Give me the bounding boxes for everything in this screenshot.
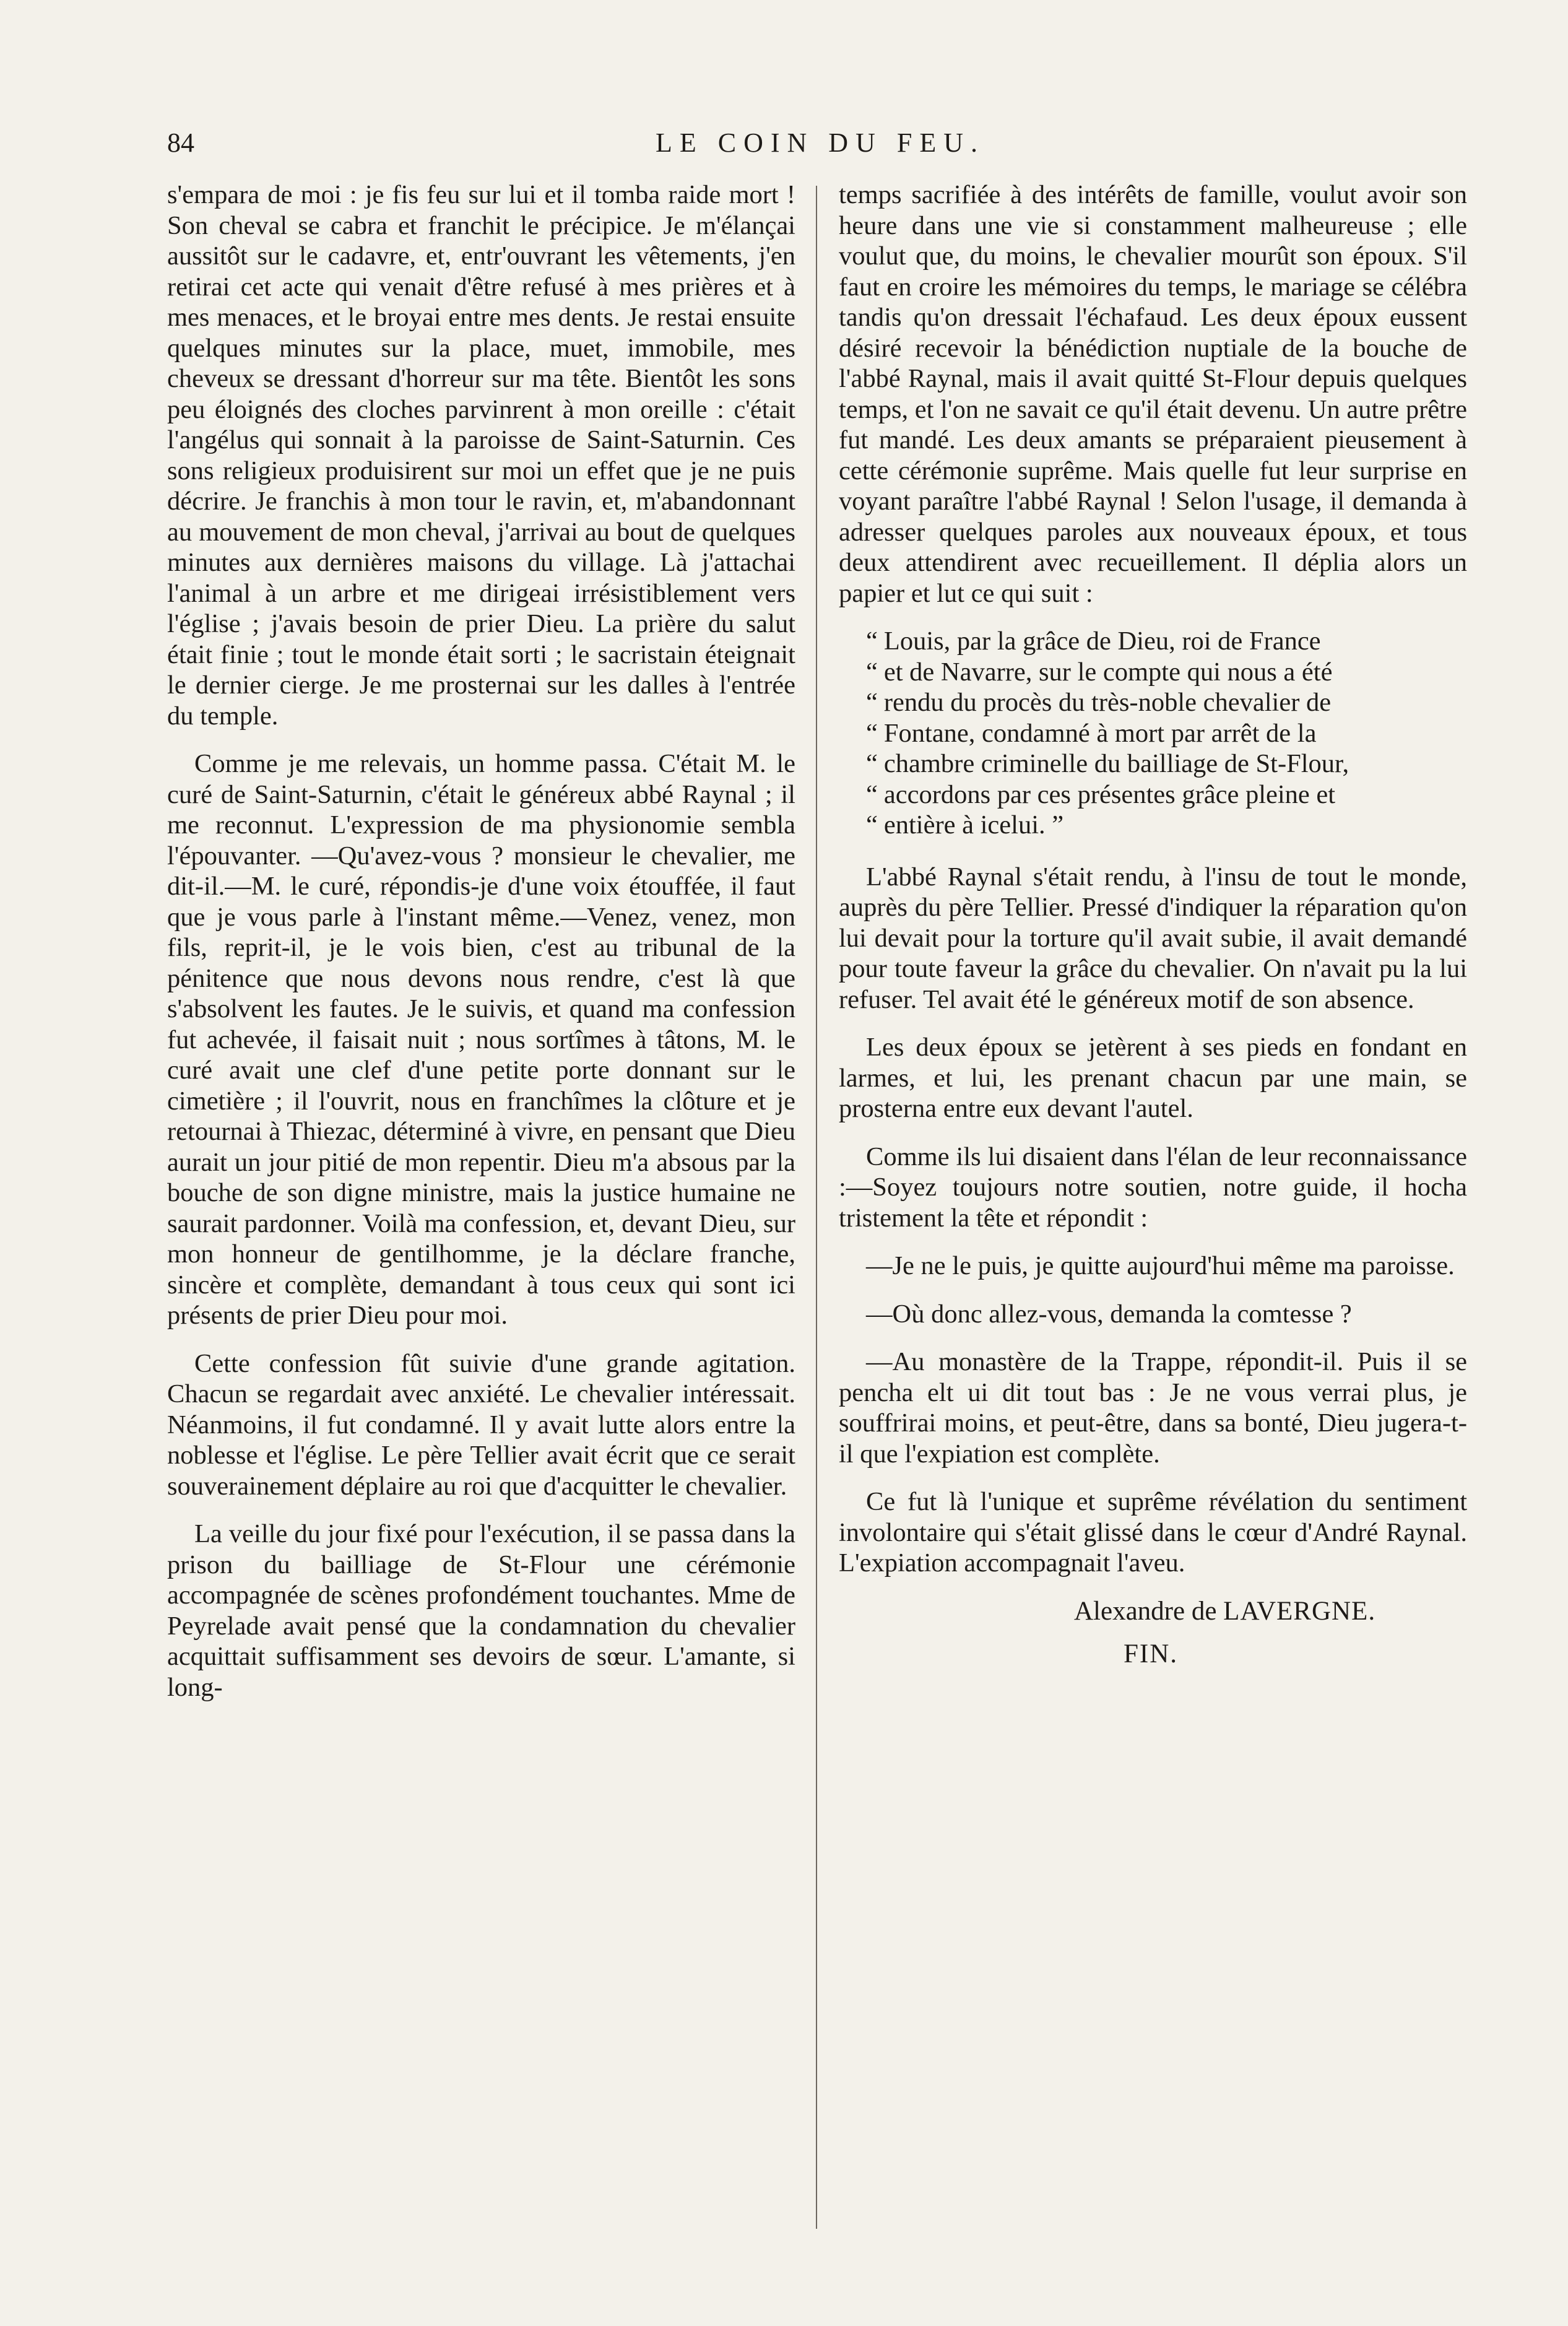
paragraph: —Au monastère de la Trappe, répondit-il. Puis il se pencha elt ui dit tout bas : Je ne vous verrai plus, je souffrirai moins, et peut-être, dans sa bonté, Dieu jugera-t-il que l'expiation est complète. [839, 1347, 1467, 1469]
decree-line: “ rendu du procès du très-noble chevalier de [866, 688, 1332, 717]
paragraph: La veille du jour fixé pour l'exécution, il se passa dans la prison du bailliage de St-Flour une cérémonie accompagnée de scènes profondément touchantes. Mme de Peyrelade avait pensé que la condamnation du chevalier acquittait suffisamment ses devoirs de sœur. L'amante, si long- [167, 1519, 795, 1702]
royal-decree-quote [866, 626, 1467, 841]
decree-line: “ et de Navarre, sur le compte qui nous a été [866, 657, 1333, 687]
paragraph: —Où donc allez-vous, demanda la comtesse ? [866, 1299, 1352, 1329]
decree-line: “ chambre criminelle du bailliage de St-Flour, [866, 749, 1349, 778]
decree-line: “ Fontane, condamné à mort par arrêt de la [866, 718, 1317, 748]
paragraph: Comme ils lui disaient dans l'élan de leur reconnaissance :—Soyez toujours notre soutien, notre guide, il hocha tristement la tête et répondit : [839, 1142, 1467, 1233]
column-divider [816, 186, 817, 2229]
paragraph: —Je ne le puis, je quitte aujourd'hui même ma paroisse. [866, 1251, 1455, 1280]
decree-line: “ entière à icelui. ” [866, 810, 1064, 840]
left-column [167, 180, 795, 1720]
paragraph: temps sacrifiée à des intérêts de famille, voulut avoir son heure dans une vie si constamment malheureuse ; elle voulut que, du moins, le chevalier mourût son époux. S'il faut en croire les mémoires du temps, le mariage se célébra tandis qu'on dressait l'échafaud. Les deux époux eussent désiré recevoir la bénédiction nuptiale de la bouche de l'abbé Raynal, mais il avait quitté St-Flour depuis quelques temps, et l'on ne savait ce qu'il était devenu. Un autre prêtre fut mandé. Les deux amants se préparaient pieusement à cette cérémonie suprême. Mais quelle fut leur surprise en voyant paraître l'abbé Raynal ! Selon l'usage, il demanda à adresser quelques paroles aux nouveaux époux, et tous deux attendirent avec recueillement. Il déplia alors un papier et lut ce qui suit : [839, 180, 1467, 608]
end-mark: FIN. [1124, 1639, 1179, 1669]
decree-line: “ Louis, par la grâce de Dieu, roi de France [866, 627, 1321, 656]
paragraph: Ce fut là l'unique et suprême révélation du sentiment involontaire qui s'était glissé dans le cœur d'André Raynal. L'expiation accompagnait l'aveu. [839, 1487, 1467, 1577]
decree-line: “ accordons par ces présentes grâce pleine et [866, 779, 1336, 809]
paragraph: Comme je me relevais, un homme passa. C'était M. le curé de Saint-Saturnin, c'était le généreux abbé Raynal ; il me reconnut. L'expression de ma physionomie sembla l'épouvanter. —Qu'avez-vous ? monsieur le chevalier, me dit-il.—M. le curé, répondis-je d'une voix étouffée, il faut que je vous parle à l'instant même.—Venez, venez, mon fils, reprit-il, je le vois bien, c'est au tribunal de la pénitence que nous devons nous rendre, c'est là que s'absolvent les fautes. Je le suivis, et quand ma confession fut achevée, il faisait nuit ; nous sortîmes à tâtons, M. le curé avait une clef d'une petite porte donnant sur le cimetière ; il l'ouvrit, nous en franchîmes la clôture et je retournai à Thiezac, déterminé à vivre, en pensant que Dieu aurait un jour pitié de mon repentir. Dieu m'a absous par la bouche de son digne ministre, mais la justice humaine ne saurait pardonner. Voilà ma confession, et, devant Dieu, sur mon honneur de gentilhomme, je la déclare franche, sincère et complète, demandant à tous ceux qui sont ici présents de prier Dieu pour moi. [167, 749, 795, 1330]
paragraph: L'abbé Raynal s'était rendu, à l'insu de tout le monde, auprès du père Tellier. Pressé d'indiquer la réparation qu'on lui devait pour la torture qu'il avait subie, il avait demandé pour toute faveur la grâce du chevalier. On n'avait pu la lui refuser. Tel avait été le généreux motif de son absence. [839, 862, 1467, 1014]
paragraph: s'empara de moi : je fis feu sur lui et il tomba raide mort ! Son cheval se cabra et franchit le précipice. Je m'élançai aussitôt sur le cadavre, et, entr'ouvrant les vêtements, j'en retirai cet acte qui venait d'être refusé à mes prières et à mes menaces, et le broyai entre mes dents. Je restai ensuite quelques minutes sur la place, muet, immobile, mes cheveux se dressant d'horreur sur ma tête. Bientôt les sons peu éloignés des cloches parvinrent à mon oreille : c'était l'angélus qui sonnait à la paroisse de Saint-Saturnin. Ces sons religieux produisirent sur moi un effet que je ne puis décrire. Je franchis à mon tour le ravin, et, m'abandonnant au mouvement de mon cheval, j'arrivai au bout de quelques minutes aux dernières maisons du village. Là j'attachai l'animal à un arbre et me dirigeai irrésistiblement vers l'église ; j'avais besoin de prier Dieu. La prière du salut était finie ; tout le monde était sorti ; le sacristain éteignait le dernier cierge. Je me prosternai sur les dalles à l'entrée du temple. [167, 180, 795, 731]
paragraph: Les deux époux se jetèrent à ses pieds en fondant en larmes, et lui, les prenant chacun par une main, se prosterna entre eux devant l'autel. [839, 1033, 1467, 1123]
running-title: LE COIN DU FEU. [656, 128, 985, 158]
page-number: 84 [167, 128, 194, 158]
author-signature: Alexandre de LAVERGNE. [1074, 1596, 1376, 1626]
paragraph: Cette confession fût suivie d'une grande agitation. Chacun se regardait avec anxiété. Le chevalier intéressait. Néanmoins, il fut condamné. Il y avait lutte alors entre la noblesse et l'église. Le père Tellier avait écrit que ce serait souverainement déplaire au roi que d'acquitter le chevalier. [167, 1348, 795, 1501]
right-column [839, 180, 1467, 1670]
page-header [167, 127, 1473, 176]
